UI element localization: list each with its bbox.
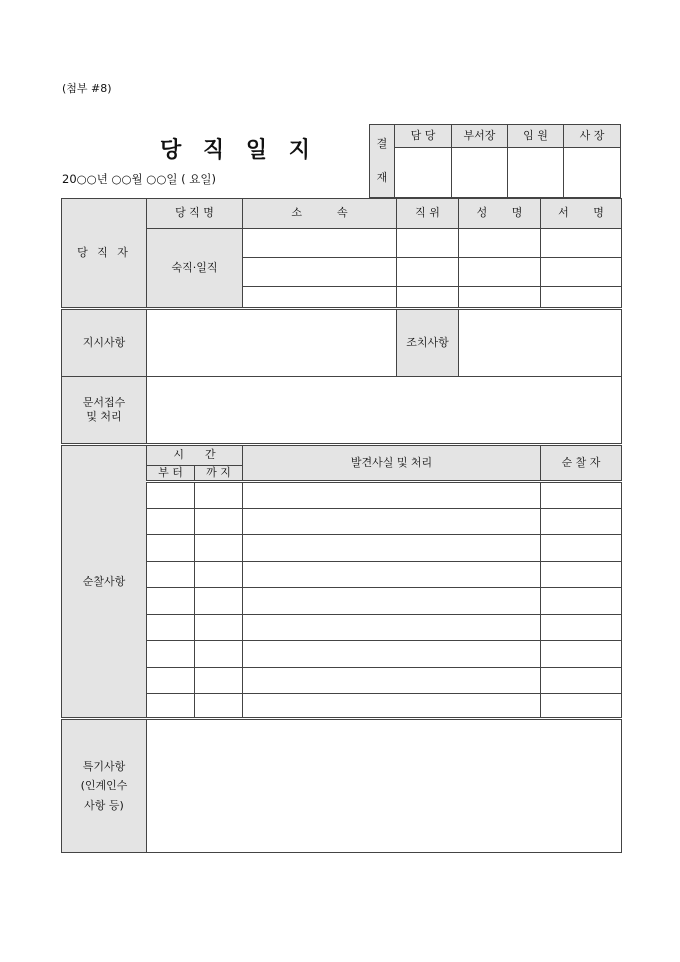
- patrol-to-cell[interactable]: [195, 482, 243, 509]
- header-duty-name: 당 직 명: [147, 199, 243, 229]
- approval-sign-executive[interactable]: [508, 148, 564, 198]
- duty-section-label: 당 직 자: [62, 199, 147, 309]
- special-label-line1: 특기사항: [82, 759, 126, 773]
- patrol-from-cell[interactable]: [147, 509, 195, 535]
- patrol-from-cell[interactable]: [147, 535, 195, 562]
- patrol-to-cell[interactable]: [195, 535, 243, 562]
- duty-position-cell[interactable]: [397, 229, 459, 258]
- approval-role-president: 사 장: [564, 125, 621, 148]
- special-label-line2: (인계인수: [80, 779, 128, 793]
- patrol-from-cell[interactable]: [147, 668, 195, 694]
- patrol-findings-cell[interactable]: [243, 694, 541, 719]
- approval-sign-president[interactable]: [564, 148, 621, 198]
- patrol-from-cell[interactable]: [147, 694, 195, 719]
- approval-label: [370, 125, 395, 198]
- patrol-patroller-cell[interactable]: [541, 615, 622, 641]
- patrol-from-cell[interactable]: [147, 588, 195, 615]
- time-from-header: 부 터: [147, 466, 195, 482]
- patrol-findings-cell[interactable]: [243, 615, 541, 641]
- patrol-to-cell[interactable]: [195, 562, 243, 588]
- special-notes-cell[interactable]: [147, 719, 622, 853]
- patrol-label: 순찰사항: [62, 445, 147, 719]
- patrol-patroller-cell[interactable]: [541, 668, 622, 694]
- header-position: 직 위: [397, 199, 459, 229]
- duty-affiliation-cell[interactable]: [243, 229, 397, 258]
- attachment-note: (첨부 #8): [62, 82, 112, 95]
- patrol-patroller-cell[interactable]: [541, 509, 622, 535]
- approval-label-top: 결: [376, 137, 388, 150]
- time-to-header: 까 지: [195, 466, 243, 482]
- time-header: 시 간: [147, 445, 243, 466]
- duty-name-cell[interactable]: [459, 287, 541, 309]
- patrol-patroller-cell[interactable]: [541, 562, 622, 588]
- document-title: 당 직 일 지: [160, 138, 317, 163]
- action-cell[interactable]: [459, 309, 622, 377]
- instructions-cell[interactable]: [147, 309, 397, 377]
- patrol-patroller-cell[interactable]: [541, 694, 622, 719]
- documents-cell[interactable]: [147, 377, 622, 445]
- documents-label-line2: 및 처리: [86, 410, 122, 423]
- duty-affiliation-cell[interactable]: [243, 258, 397, 287]
- approval-role-staff: 담 당: [395, 125, 452, 148]
- special-label-line3: 사항 등): [84, 799, 124, 813]
- documents-label: [62, 377, 147, 445]
- duty-type-label: 숙직·일직: [147, 229, 243, 309]
- patrol-from-cell[interactable]: [147, 641, 195, 668]
- patrol-from-cell[interactable]: [147, 562, 195, 588]
- patrol-to-cell[interactable]: [195, 509, 243, 535]
- patrol-patroller-cell[interactable]: [541, 535, 622, 562]
- patrol-findings-cell[interactable]: [243, 535, 541, 562]
- patrol-findings-cell[interactable]: [243, 641, 541, 668]
- patrol-findings-cell[interactable]: [243, 588, 541, 615]
- duty-position-cell[interactable]: [397, 258, 459, 287]
- patrol-patroller-cell[interactable]: [541, 482, 622, 509]
- header-affiliation: 소 속: [243, 199, 397, 229]
- instructions-label: 지시사항: [62, 309, 147, 377]
- duty-affiliation-cell[interactable]: [243, 287, 397, 309]
- special-notes-label: [62, 719, 147, 853]
- patrol-findings-cell[interactable]: [243, 509, 541, 535]
- duty-signature-cell[interactable]: [541, 287, 622, 309]
- patrol-patroller-cell[interactable]: [541, 588, 622, 615]
- date-line: 20○○년 ○○월 ○○일 ( 요일): [62, 172, 216, 186]
- header-name: 성 명: [459, 199, 541, 229]
- approval-role-executive: 임 원: [508, 125, 564, 148]
- patrol-from-cell[interactable]: [147, 615, 195, 641]
- patrol-to-cell[interactable]: [195, 694, 243, 719]
- patrol-findings-cell[interactable]: [243, 668, 541, 694]
- action-label: 조치사항: [397, 309, 459, 377]
- approval-table: [369, 124, 621, 198]
- patrol-to-cell[interactable]: [195, 668, 243, 694]
- approval-sign-manager[interactable]: [452, 148, 508, 198]
- findings-header: 발견사실 및 처리: [243, 445, 541, 482]
- patrol-patroller-cell[interactable]: [541, 641, 622, 668]
- patrol-to-cell[interactable]: [195, 641, 243, 668]
- header-signature: 서 명: [541, 199, 622, 229]
- duty-signature-cell[interactable]: [541, 258, 622, 287]
- patrol-to-cell[interactable]: [195, 615, 243, 641]
- duty-position-cell[interactable]: [397, 287, 459, 309]
- patrol-findings-cell[interactable]: [243, 482, 541, 509]
- duty-signature-cell[interactable]: [541, 229, 622, 258]
- patrol-from-cell[interactable]: [147, 482, 195, 509]
- duty-name-cell[interactable]: [459, 229, 541, 258]
- approval-sign-staff[interactable]: [395, 148, 452, 198]
- duty-name-cell[interactable]: [459, 258, 541, 287]
- documents-label-line1: 문서접수: [82, 395, 126, 409]
- approval-role-manager: 부서장: [452, 125, 508, 148]
- patroller-header: 순 찰 자: [541, 445, 622, 482]
- duty-log-table: [61, 198, 622, 853]
- approval-label-bottom: 재: [376, 171, 388, 184]
- patrol-findings-cell[interactable]: [243, 562, 541, 588]
- patrol-to-cell[interactable]: [195, 588, 243, 615]
